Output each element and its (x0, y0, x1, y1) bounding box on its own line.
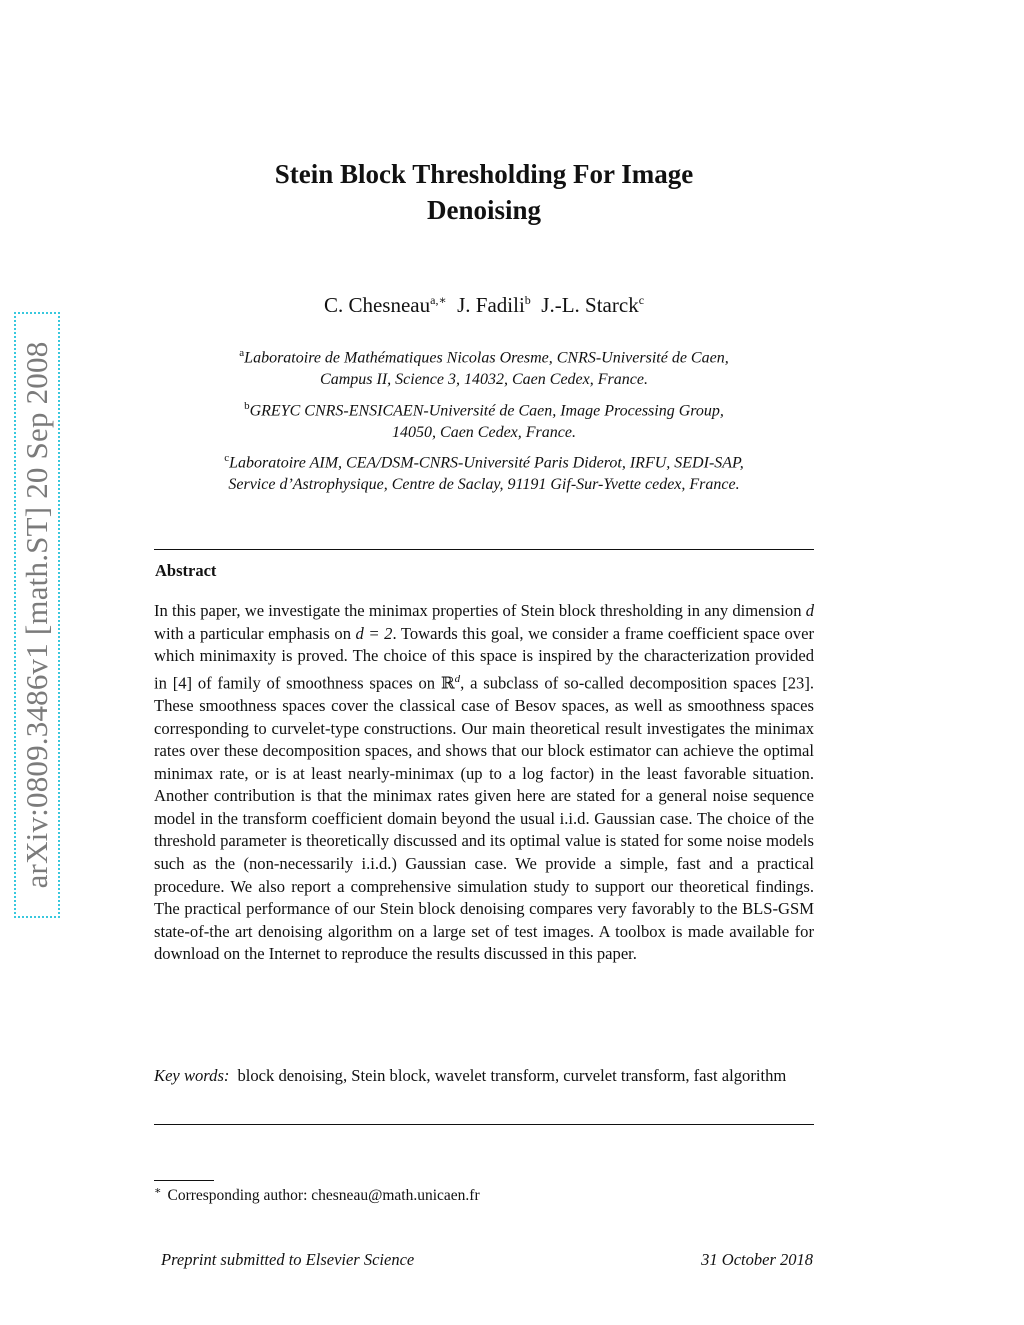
footnote (154, 1184, 480, 1205)
affiliation-b (150, 395, 818, 444)
affiliation-line: Service d’Astrophysique, Centre de Saclay, 91191 Gif-Sur-Yvette cedex, France. (228, 476, 740, 494)
affiliation-mark: b (244, 400, 250, 412)
title-line-1: Stein Block Thresholding For Image (274, 159, 694, 189)
author-name: C. Chesneau (323, 293, 431, 317)
author-affil-mark: b (524, 293, 531, 307)
abstract-bottom-rule (154, 1124, 814, 1125)
affiliation-line: Campus II, Science 3, 14032, Caen Cedex, France. (320, 371, 648, 389)
abstract-body (154, 600, 814, 966)
abstract-text: In this paper, we investigate the minimax properties of Stein block thresholding in any dimension (154, 601, 806, 620)
math-equation: d = 2 (355, 623, 393, 643)
footnote-rule (154, 1180, 214, 1181)
footer-date: 31 October 2018 (701, 1250, 813, 1269)
math-real-space: ℝ (440, 673, 455, 693)
author-list (154, 293, 814, 318)
math-variable: d (805, 601, 814, 620)
author-affil-mark: a,∗ (430, 293, 447, 307)
abstract-text: , a subclass of so-called decomposition spaces [23]. These smoothness spaces cover the classical case of Besov spaces, as well as smoothness spaces corresponding to curvelet-type constructions. Our main theoretical result investigates the minimax rates over these decomposition spaces, and shows that our block estimator can achieve the optimal minimax rate, or is at least nearly-minimax (up to a log factor) in the least favorable situation. Another contribution is that the minimax rates given here are stated for a general noise sequence model in the transform coefficient domain beyond the usual i.i.d. Gaussian case. The choice of the threshold parameter is theoretically discussed and its optimal value is stated for some noise models such as the (non-necessarily i.i.d.) Gaussian case. We provide a simple, fast and a practical procedure. We also report a comprehensive simulation study to support our theoretical findings. The practical performance of our Stein block denoising compares very favorably to the BLS-GSM state-of-the art denoising algorithm on a large set of test images. A toolbox is made available for download on the Internet to reproduce the results discussed in this paper. (154, 673, 815, 964)
abstract-heading: Abstract (155, 561, 217, 580)
math-superscript: d (454, 672, 461, 685)
footer-preprint-note: Preprint submitted to Elsevier Science (161, 1250, 415, 1269)
affiliation-a (150, 342, 818, 391)
affiliation-mark: a (239, 347, 245, 359)
keywords (154, 1065, 814, 1088)
affiliation-line: Laboratoire de Mathématiques Nicolas Oresme, CNRS-Université de Caen, (244, 349, 729, 367)
author-name: J. Fadili (457, 293, 525, 317)
author-name: J.-L. Starck (541, 293, 639, 317)
abstract-top-rule (154, 549, 814, 550)
affiliation-mark: c (224, 452, 230, 464)
affiliation-line: Laboratoire AIM, CEA/DSM-CNRS-Université Paris Diderot, IRFU, SEDI-SAP, (229, 454, 744, 472)
paper-title (154, 156, 814, 228)
arxiv-id: arXiv:0809.3486v1 [math.ST] 20 Sep 2008 (19, 341, 54, 889)
abstract-text: with a particular emphasis on (154, 623, 356, 643)
abstract-text: . Towards this goal, we consider a frame coefficient space over which minimaxity is proved. The choice of this space is inspired by the characterization provided in [4] of family of smoothness spaces on (154, 623, 814, 693)
author-affil-mark: c (638, 293, 645, 307)
keywords-text: block denoising, Stein block, wavelet transform, curvelet transform, fast algorithm (237, 1066, 787, 1085)
affiliation-c (150, 447, 818, 496)
keywords-label: Key words: (154, 1066, 230, 1085)
footnote-mark: ∗ (154, 1185, 162, 1197)
title-line-2: Denoising (426, 195, 542, 225)
footnote-text: Corresponding author: chesneau@math.unicaen.fr (167, 1187, 480, 1205)
affiliation-line: GREYC CNRS-ENSICAEN-Université de Caen, Image Processing Group, (249, 402, 724, 420)
affiliation-line: 14050, Caen Cedex, France. (392, 424, 576, 442)
arxiv-stamp[interactable] (14, 312, 60, 918)
